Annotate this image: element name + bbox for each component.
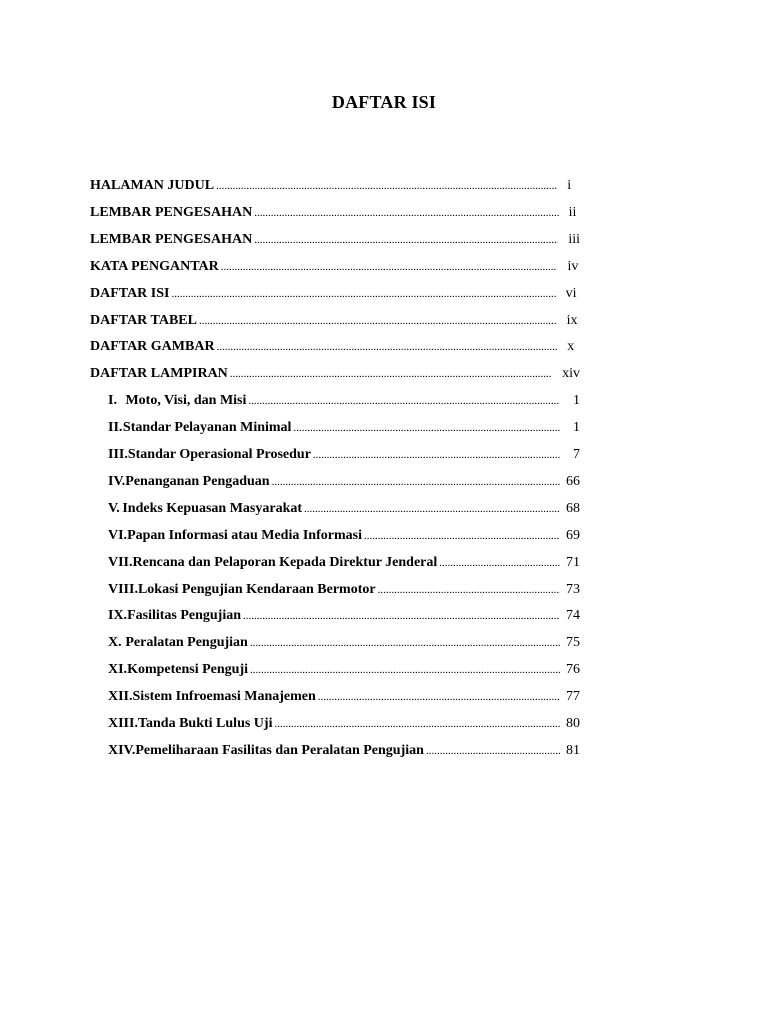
toc-main-entry [90,230,580,250]
toc-entry-label: DAFTAR ISI [90,285,170,301]
toc-page-number: iv [567,258,579,274]
toc-entry-label: Papan Informasi atau Media Informasi [127,527,362,543]
toc-page-number: 69 [566,527,580,543]
toc-dot-leader [216,176,557,196]
toc-sub-entry [108,499,580,519]
toc-sub-entry [108,714,580,734]
toc-entry-label: Indeks Kepuasan Masyarakat [122,500,303,516]
toc-entry-label: Standar Pelayanan Minimal [122,420,292,436]
toc-dot-leader [250,633,560,653]
toc-entry-number: X. [108,635,122,651]
toc-page-number: x [567,339,575,355]
toc-dot-leader [364,526,560,546]
toc-entry-label: LEMBAR PENGESAHAN [90,231,253,247]
toc-page-number: 81 [566,742,580,758]
toc-dot-leader [439,553,560,573]
toc-entry-label: LEMBAR PENGESAHAN [90,204,253,220]
toc-dot-leader [248,391,560,411]
toc-sub-entry [108,633,580,653]
toc-entry-label: DAFTAR TABEL [90,312,197,328]
toc-entry-number: IV. [108,473,126,489]
toc-entry-number: XII. [108,689,133,705]
toc-entry-label: DAFTAR LAMPIRAN [90,366,228,382]
toc-page-number: 1 [573,420,580,436]
toc-entry-number: VI. [108,527,128,543]
toc-sub-entry [108,741,580,761]
page-title: DAFTAR ISI [331,92,437,112]
toc-page-number: ii [568,204,577,220]
toc-page-number: 80 [566,716,580,731]
toc-page-number: 71 [566,554,580,570]
toc-dot-leader [313,445,560,465]
toc-entry-label: Fasilitas Pengujian [127,608,242,624]
toc-main-entry [90,257,580,277]
toc-entry-label: Kompetensi Penguji [127,662,249,678]
toc-entry-label: Lokasi Pengujian Kendaraan Bermotor [137,581,376,597]
toc-dot-leader [274,714,560,734]
toc-page-number: 68 [566,500,580,516]
toc-page-number: 74 [566,608,580,624]
toc-dot-leader [171,284,555,304]
toc-sub-entry [108,660,580,680]
toc-entry-label: Peralatan Pengujian [125,635,248,651]
toc-entry-label: Pemeliharaan Fasilitas dan Peralatan Pengujian [135,742,424,758]
toc-sub-entry [108,580,580,600]
toc-dot-leader [250,660,560,680]
toc-main-entry [90,311,580,331]
toc-entry-label: Tanda Bukti Lulus Uji [137,716,273,731]
toc-entry-number: III. [108,447,128,462]
toc-page-number: 66 [566,473,580,489]
toc-main-entry [90,364,580,384]
toc-main-entry [90,203,580,223]
toc-sub-entry [108,553,580,573]
toc-dot-leader [230,364,552,384]
toc-dot-leader [318,687,560,707]
toc-sub-entry [108,472,580,492]
toc-dot-leader [426,741,560,761]
toc-entry-label: KATA PENGANTAR [90,258,219,274]
toc-entry-label: Standar Operasional Prosedur [127,447,311,462]
toc-entry-number: V. [108,500,120,516]
toc-page-number: 73 [566,581,580,597]
toc-entry-number: XIII. [108,716,138,731]
toc-dot-leader [272,472,560,492]
toc-dot-leader [199,311,557,331]
toc-entry-number: VIII. [108,581,138,597]
toc-entry-number: I. [108,393,117,409]
toc-entry-number: XI. [108,662,128,678]
toc-main-entry [90,284,580,304]
toc-entry-label: Sistem Infroemasi Manajemen [132,689,316,705]
toc-dot-leader [217,337,558,357]
toc-entry-label: Moto, Visi, dan Misi [125,393,247,409]
toc-entry-label: DAFTAR GAMBAR [90,339,215,355]
toc-sub-entry [108,418,580,438]
toc-page-number: 75 [566,635,580,651]
toc-entry-label: HALAMAN JUDUL [90,178,215,193]
toc-main-entry [90,337,580,357]
toc-dot-leader [254,230,558,250]
toc-entry-label: Penanganan Pengaduan [125,473,270,489]
toc-main-entry [90,176,580,196]
toc-sub-entry [108,445,580,465]
toc-entry-number: XIV. [108,742,136,758]
toc-entry-number: VII. [108,554,133,570]
toc-entry-number: II. [108,420,123,436]
toc-sub-entry [108,526,580,546]
toc-sub-entry [108,391,580,411]
toc-sub-entry [108,606,580,626]
toc-page-number: 77 [566,689,580,705]
toc-dot-leader [304,499,560,519]
toc-page-number: xiv [562,366,580,382]
toc-page-number: 76 [566,662,580,678]
toc-entry-number: IX. [108,608,128,624]
toc-dot-leader [378,580,560,600]
toc-page-number: vi [565,285,577,301]
toc-page-number: i [567,178,572,193]
toc-dot-leader [243,606,560,626]
toc-dot-leader [293,418,560,438]
toc-page-number: 7 [573,447,580,462]
toc-page-number: ix [566,312,578,328]
toc-page-number: iii [568,231,580,247]
toc-sub-entry [108,687,580,707]
toc-entry-label: Rencana dan Pelaporan Kepada Direktur Jenderal [132,554,438,570]
toc-dot-leader [254,203,558,223]
toc-dot-leader [221,257,558,277]
toc-page-number: 1 [573,393,580,409]
